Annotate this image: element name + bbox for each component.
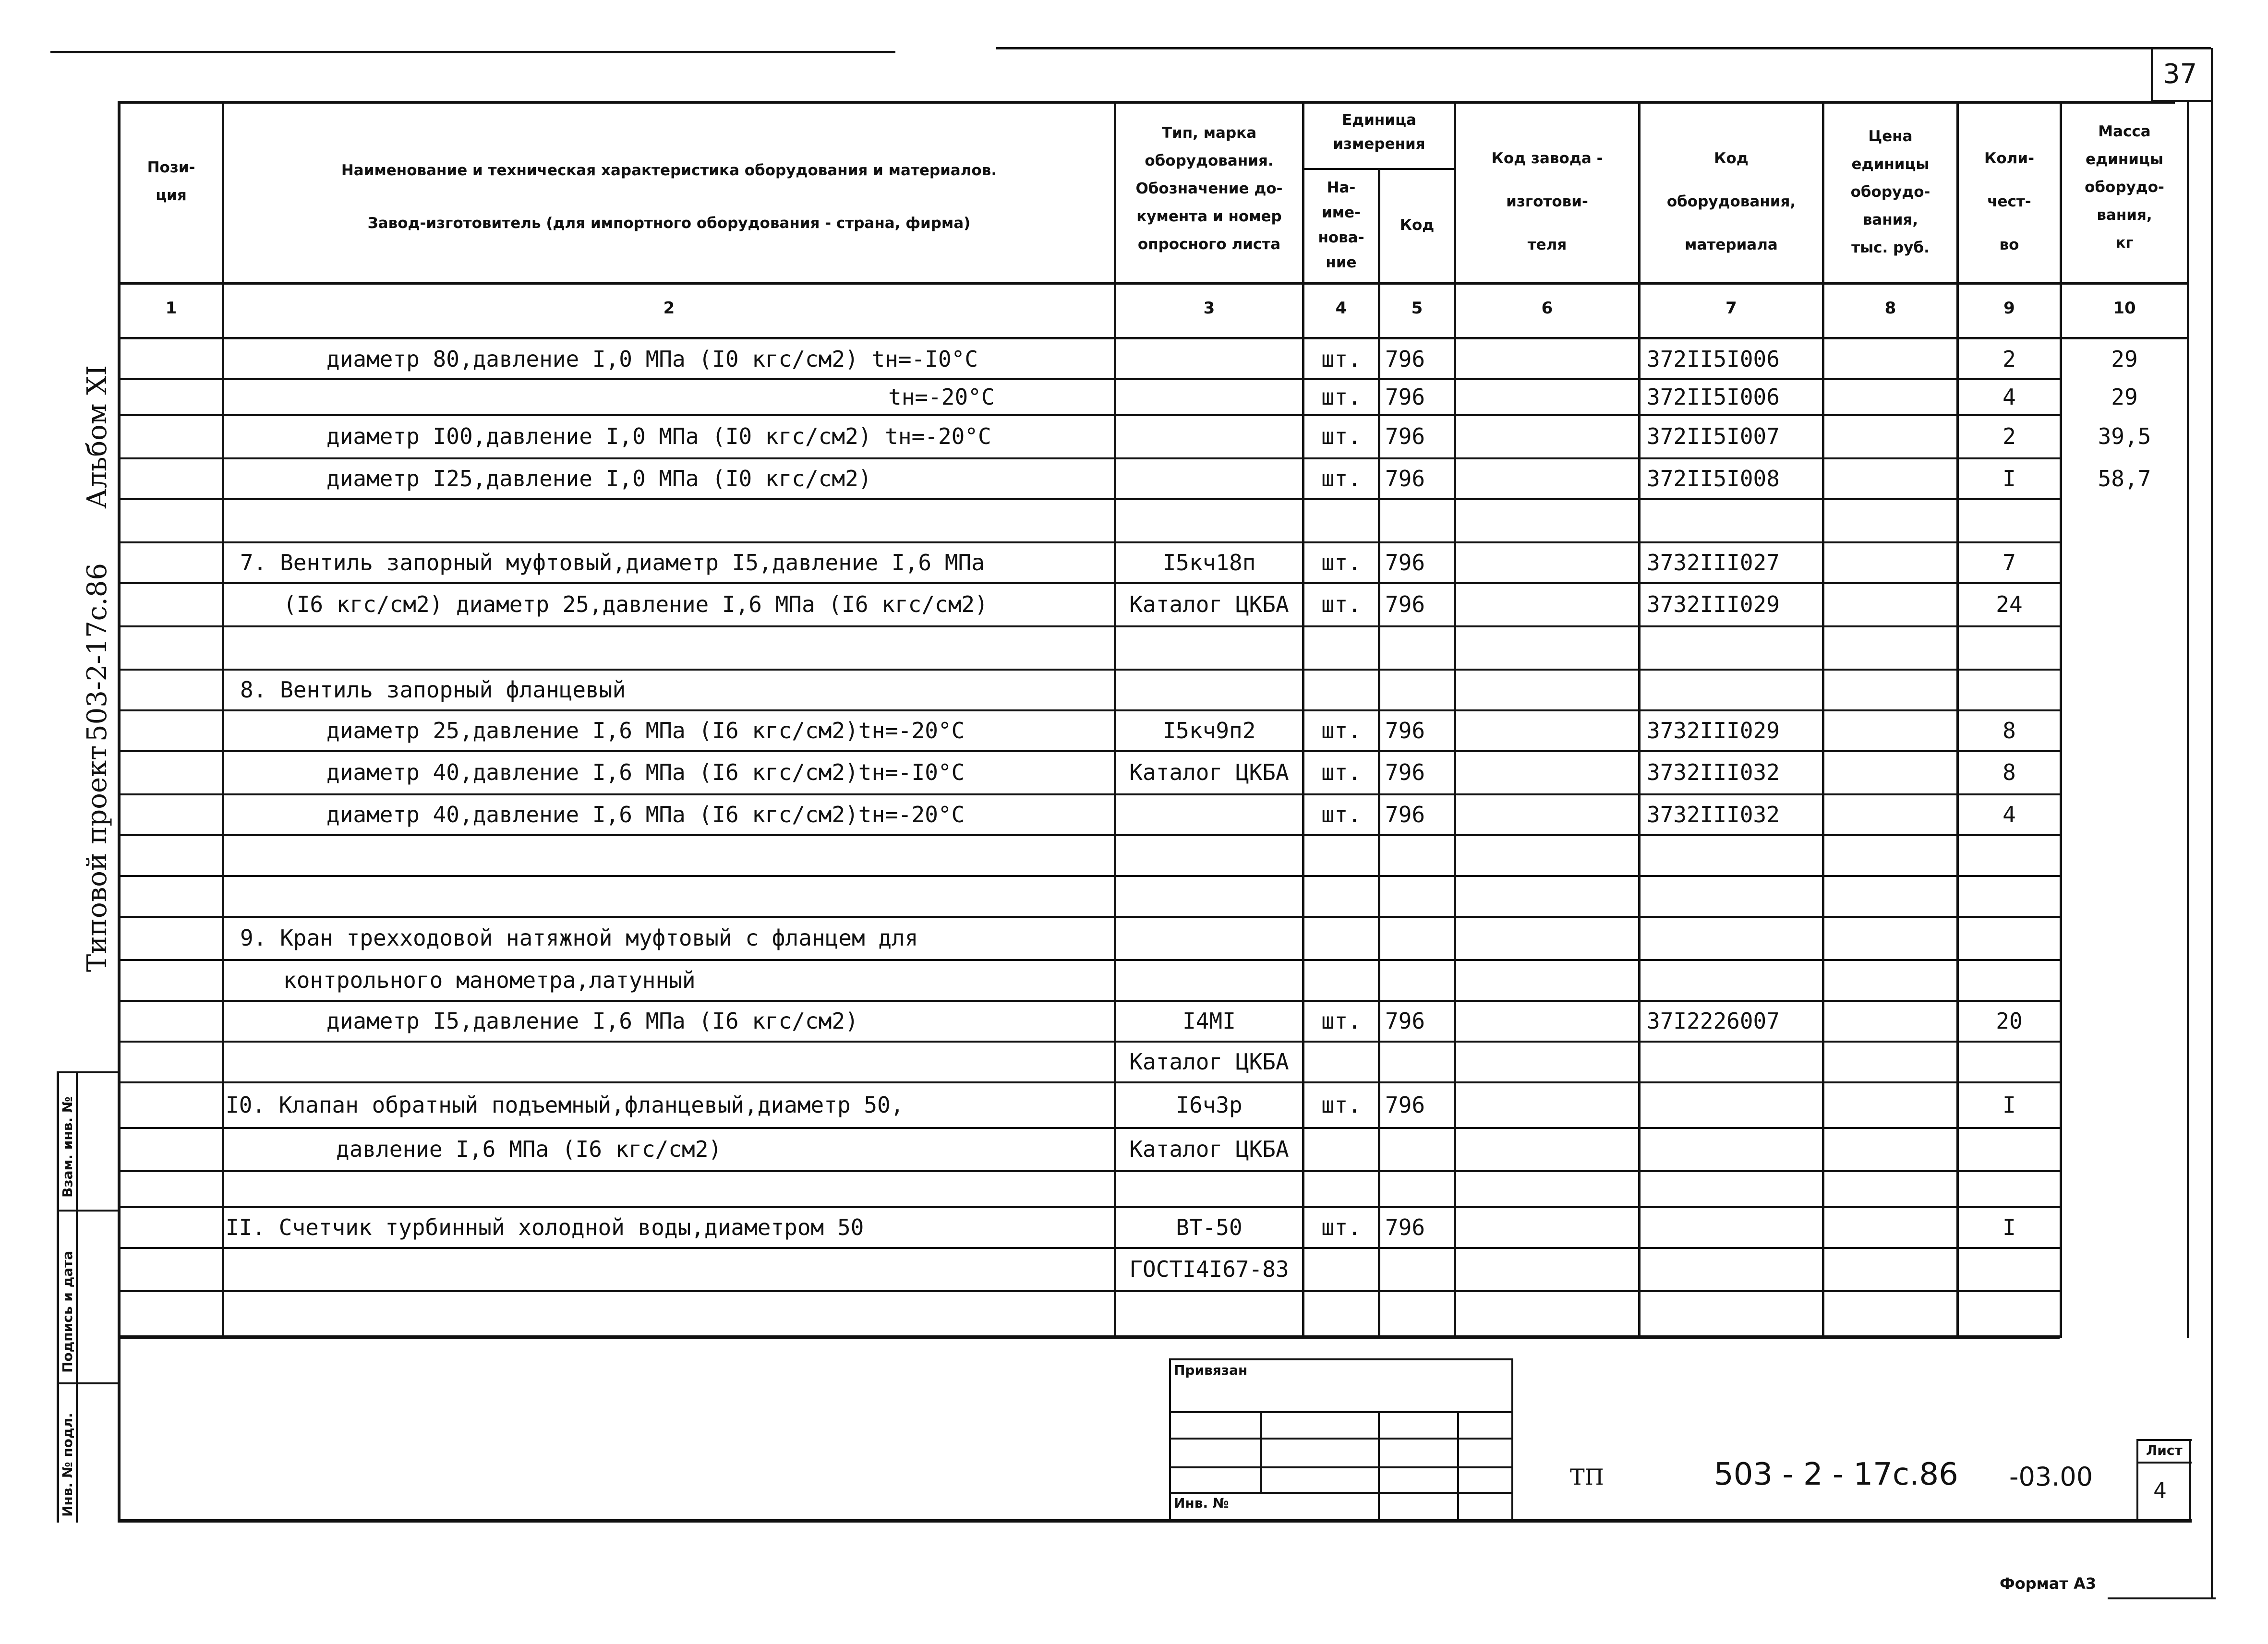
header-col8: Цена единицы оборудо- вания, тыс. руб. xyxy=(1850,128,1930,256)
side-project-code: 503-2-17с.86 xyxy=(82,563,113,742)
row-unit: шт. xyxy=(1321,591,1362,617)
row-material-code: 3732III032 xyxy=(1647,759,1780,785)
col-line-4 xyxy=(1378,168,1380,1338)
row-separator xyxy=(118,1247,2060,1249)
row-quantity: 8 xyxy=(2003,759,2016,785)
row-unit: шт. xyxy=(1321,1008,1362,1034)
side-stamp-sign: Подпись и дата xyxy=(60,1250,75,1373)
row-mass: 29 xyxy=(2111,384,2138,410)
stamp-top xyxy=(1169,1358,1512,1360)
row-material-code: 372II5I006 xyxy=(1647,384,1780,410)
row-separator xyxy=(118,669,2060,671)
header-col1: Пози- ция xyxy=(147,159,195,204)
stamp-doc-code: 503 - 2 - 17с.86 xyxy=(1714,1457,1958,1492)
row-quantity: 4 xyxy=(2003,384,2016,410)
format-underline xyxy=(2108,1597,2216,1599)
row-quantity: 24 xyxy=(1996,591,2023,617)
side-stamp-mid xyxy=(76,1071,78,1523)
header-col2: Наименование и техническая характеристика оборудования и материалов. Завод-изготовитель (для импортного оборудования - страна, фирма) xyxy=(341,162,997,232)
stamp-line-1 xyxy=(1169,1411,1512,1413)
row-name: диаметр I25,давление I,0 МПа (I0 кгс/см2) xyxy=(326,465,872,492)
row-name: 8. Вентиль запорный фланцевый xyxy=(240,676,626,703)
row-code: 796 xyxy=(1385,801,1425,828)
row-unit: шт. xyxy=(1321,801,1362,828)
row-separator xyxy=(118,709,2060,711)
row-name: II. Счетчик турбинный холодной воды,диаметром 50 xyxy=(226,1214,864,1240)
row-separator xyxy=(118,916,2060,918)
format-label: Формат А3 xyxy=(2000,1574,2097,1593)
row-name: давление I,6 МПа (I6 кгс/см2) xyxy=(336,1136,722,1162)
row-type: ВТ-50 xyxy=(1176,1214,1243,1240)
colnum-3: 3 xyxy=(1203,299,1215,318)
stamp-line-2 xyxy=(1169,1438,1512,1440)
colnum-9: 9 xyxy=(2003,299,2015,318)
row-unit: шт. xyxy=(1321,759,1362,785)
row-name: 7. Вентиль запорный муфтовый,диаметр I5,давление I,6 МПа xyxy=(240,549,985,576)
row-quantity: 2 xyxy=(2003,423,2016,449)
row-code: 796 xyxy=(1385,1214,1425,1240)
header-bottom xyxy=(118,282,2187,285)
row-separator xyxy=(118,378,2060,380)
side-stamp-replace: Взам. инв. № xyxy=(60,1096,75,1198)
row-type: ГОСТI4I67-83 xyxy=(1129,1256,1289,1282)
row-separator xyxy=(118,1081,2060,1083)
side-stamp-div1 xyxy=(57,1210,119,1212)
header-col10: Масса единицы оборудо- вания, кг xyxy=(2085,123,2164,252)
row-separator xyxy=(118,1170,2060,1172)
row-name: tн=-20°C xyxy=(888,384,995,410)
row-separator xyxy=(118,625,2060,627)
row-separator xyxy=(118,541,2060,543)
row-code: 796 xyxy=(1385,346,1425,372)
header-units: Единица измерения xyxy=(1333,111,1425,153)
row-code: 796 xyxy=(1385,1092,1425,1118)
row-material-code: 37I2226007 xyxy=(1647,1008,1780,1034)
stamp-v-2 xyxy=(1378,1411,1380,1522)
row-name: диаметр 80,давление I,0 МПа (I0 кгс/см2) tн=-I0°C xyxy=(326,346,978,372)
row-separator xyxy=(118,1206,2060,1208)
col-line-1 xyxy=(222,101,224,1338)
header-col3: Тип, марка оборудования. Обозначение до- кумента и номер опросного листа xyxy=(1135,124,1283,253)
row-separator xyxy=(118,1290,2060,1292)
row-separator xyxy=(118,414,2060,416)
row-unit: шт. xyxy=(1321,717,1362,744)
row-unit: шт. xyxy=(1321,423,1362,449)
table-body-bottom xyxy=(118,1336,2060,1339)
colnum-7: 7 xyxy=(1725,299,1737,318)
row-separator xyxy=(118,959,2060,961)
side-stamp-div2 xyxy=(57,1382,119,1384)
row-separator xyxy=(118,875,2060,877)
row-mass: 39,5 xyxy=(2098,423,2151,449)
frame-bottom xyxy=(118,1519,2192,1523)
row-quantity: 2 xyxy=(2003,346,2016,372)
side-album: Альбом XI xyxy=(82,365,113,509)
row-material-code: 3732III032 xyxy=(1647,801,1780,828)
row-unit: шт. xyxy=(1321,346,1362,372)
row-material-code: 3732III029 xyxy=(1647,591,1780,617)
row-code: 796 xyxy=(1385,759,1425,785)
row-separator xyxy=(118,582,2060,584)
top-rule-right xyxy=(996,47,2211,49)
side-stamp-inv: Инв. № подл. xyxy=(60,1413,75,1517)
right-margin-line xyxy=(2211,48,2213,1598)
sheet-box-mid xyxy=(2136,1462,2192,1464)
row-code: 796 xyxy=(1385,384,1425,410)
row-separator xyxy=(118,793,2060,795)
row-material-code: 3732III029 xyxy=(1647,717,1780,744)
stamp-v-1 xyxy=(1260,1411,1262,1493)
row-code: 796 xyxy=(1385,465,1425,492)
stamp-sheet-no: 4 xyxy=(2153,1477,2167,1503)
row-type: Каталог ЦКБА xyxy=(1129,591,1289,617)
row-material-code: 372II5I006 xyxy=(1647,346,1780,372)
row-unit: шт. xyxy=(1321,465,1362,492)
row-mass: 29 xyxy=(2111,346,2138,372)
row-name: контрольного манометра,латунный xyxy=(283,967,696,993)
row-name: I0. Клапан обратный подъемный,фланцевый,диаметр 50, xyxy=(226,1092,904,1118)
header-col6: Код завода - изготови- теля xyxy=(1491,150,1603,253)
row-name: диаметр I5,давление I,6 МПа (I6 кгс/см2) xyxy=(326,1008,858,1034)
sheet-box-left xyxy=(2136,1439,2138,1522)
row-quantity: 4 xyxy=(2003,801,2016,828)
row-quantity: I xyxy=(2003,1214,2016,1240)
colnum-6: 6 xyxy=(1541,299,1553,318)
page-number: 37 xyxy=(2163,59,2197,90)
colnum-4: 4 xyxy=(1335,299,1347,318)
row-quantity: 7 xyxy=(2003,549,2016,576)
row-unit: шт. xyxy=(1321,549,1362,576)
row-separator xyxy=(118,1000,2060,1002)
row-unit: шт. xyxy=(1321,1092,1362,1118)
row-separator xyxy=(118,750,2060,752)
row-code: 796 xyxy=(1385,717,1425,744)
row-name: (I6 кгс/см2) диаметр 25,давление I,6 МПа (I6 кгс/см2) xyxy=(283,591,988,617)
row-separator xyxy=(118,457,2060,459)
row-name: диаметр I00,давление I,0 МПа (I0 кгс/см2) tн=-20°C xyxy=(326,423,991,449)
row-code: 796 xyxy=(1385,549,1425,576)
row-name: диаметр 25,давление I,6 МПа (I6 кгс/см2)tн=-20°C xyxy=(326,717,965,744)
stamp-inv-no: Инв. № xyxy=(1174,1495,1229,1511)
header-col5: Код xyxy=(1399,216,1435,234)
col-line-10 xyxy=(2187,101,2189,1338)
side-stamp-top xyxy=(57,1071,119,1073)
row-code: 796 xyxy=(1385,423,1425,449)
row-name: диаметр 40,давление I,6 МПа (I6 кгс/см2)tн=-20°C xyxy=(326,801,965,828)
row-name: диаметр 40,давление I,6 МПа (I6 кгс/см2)tн=-I0°C xyxy=(326,759,965,785)
stamp-v-3 xyxy=(1457,1411,1459,1522)
row-separator xyxy=(118,1127,2060,1129)
sheet-box-top xyxy=(2136,1439,2192,1441)
stamp-privyazan: Привязан xyxy=(1174,1362,1248,1378)
row-unit: шт. xyxy=(1321,1214,1362,1240)
row-separator xyxy=(118,498,2060,500)
row-type: Каталог ЦКБА xyxy=(1129,1048,1289,1075)
row-quantity: I xyxy=(2003,1092,2016,1118)
colnum-5: 5 xyxy=(1411,299,1423,318)
row-type: I5кч9п2 xyxy=(1162,717,1256,744)
col-line-7 xyxy=(1822,101,1824,1338)
row-name: 9. Кран трехходовой натяжной муфтовый с фланцем для xyxy=(240,925,918,951)
row-type: I5кч18п xyxy=(1162,549,1256,576)
stamp-left xyxy=(1169,1358,1171,1522)
row-quantity: 8 xyxy=(2003,717,2016,744)
header-col4: На- име- нова- ние xyxy=(1318,179,1364,271)
row-material-code: 3732III027 xyxy=(1647,549,1780,576)
top-rule-left xyxy=(50,51,895,53)
colnum-2: 2 xyxy=(663,299,675,318)
stamp-right xyxy=(1511,1358,1513,1522)
header-col7: Код оборудования, материала xyxy=(1666,150,1796,253)
row-unit: шт. xyxy=(1321,384,1362,410)
colnum-1: 1 xyxy=(165,299,177,318)
colnum-10: 10 xyxy=(2113,299,2136,318)
side-project-type: Типовой проект xyxy=(82,745,113,972)
row-type: I6ч3р xyxy=(1176,1092,1243,1118)
col-line-6 xyxy=(1638,101,1641,1338)
col-line-9 xyxy=(2060,101,2062,1338)
stamp-line-4 xyxy=(1169,1492,1512,1494)
row-type: Каталог ЦКБА xyxy=(1129,759,1289,785)
stamp-line-3 xyxy=(1169,1466,1512,1468)
stamp-suffix: -03.00 xyxy=(2009,1462,2093,1492)
row-quantity: I xyxy=(2003,465,2016,492)
header-col9: Коли- чест- во xyxy=(1984,150,2034,253)
colnum-bottom xyxy=(118,337,2187,339)
colnum-8: 8 xyxy=(1884,299,1896,318)
sheet-box-right xyxy=(2189,1439,2191,1522)
stamp-tp: ТП xyxy=(1570,1464,1604,1490)
row-separator xyxy=(118,1041,2060,1043)
row-quantity: 20 xyxy=(1996,1008,2023,1034)
row-code: 796 xyxy=(1385,591,1425,617)
row-code: 796 xyxy=(1385,1008,1425,1034)
frame-top xyxy=(118,101,2175,104)
page-box-left xyxy=(2151,48,2153,102)
col-line-5 xyxy=(1454,101,1456,1338)
row-separator xyxy=(118,834,2060,836)
row-type: I4МI xyxy=(1182,1008,1236,1034)
row-material-code: 372II5I008 xyxy=(1647,465,1780,492)
row-type: Каталог ЦКБА xyxy=(1129,1136,1289,1162)
row-mass: 58,7 xyxy=(2098,465,2151,492)
stamp-sheet-label: Лист xyxy=(2146,1442,2183,1458)
side-stamp-left xyxy=(57,1071,59,1523)
row-material-code: 372II5I007 xyxy=(1647,423,1780,449)
